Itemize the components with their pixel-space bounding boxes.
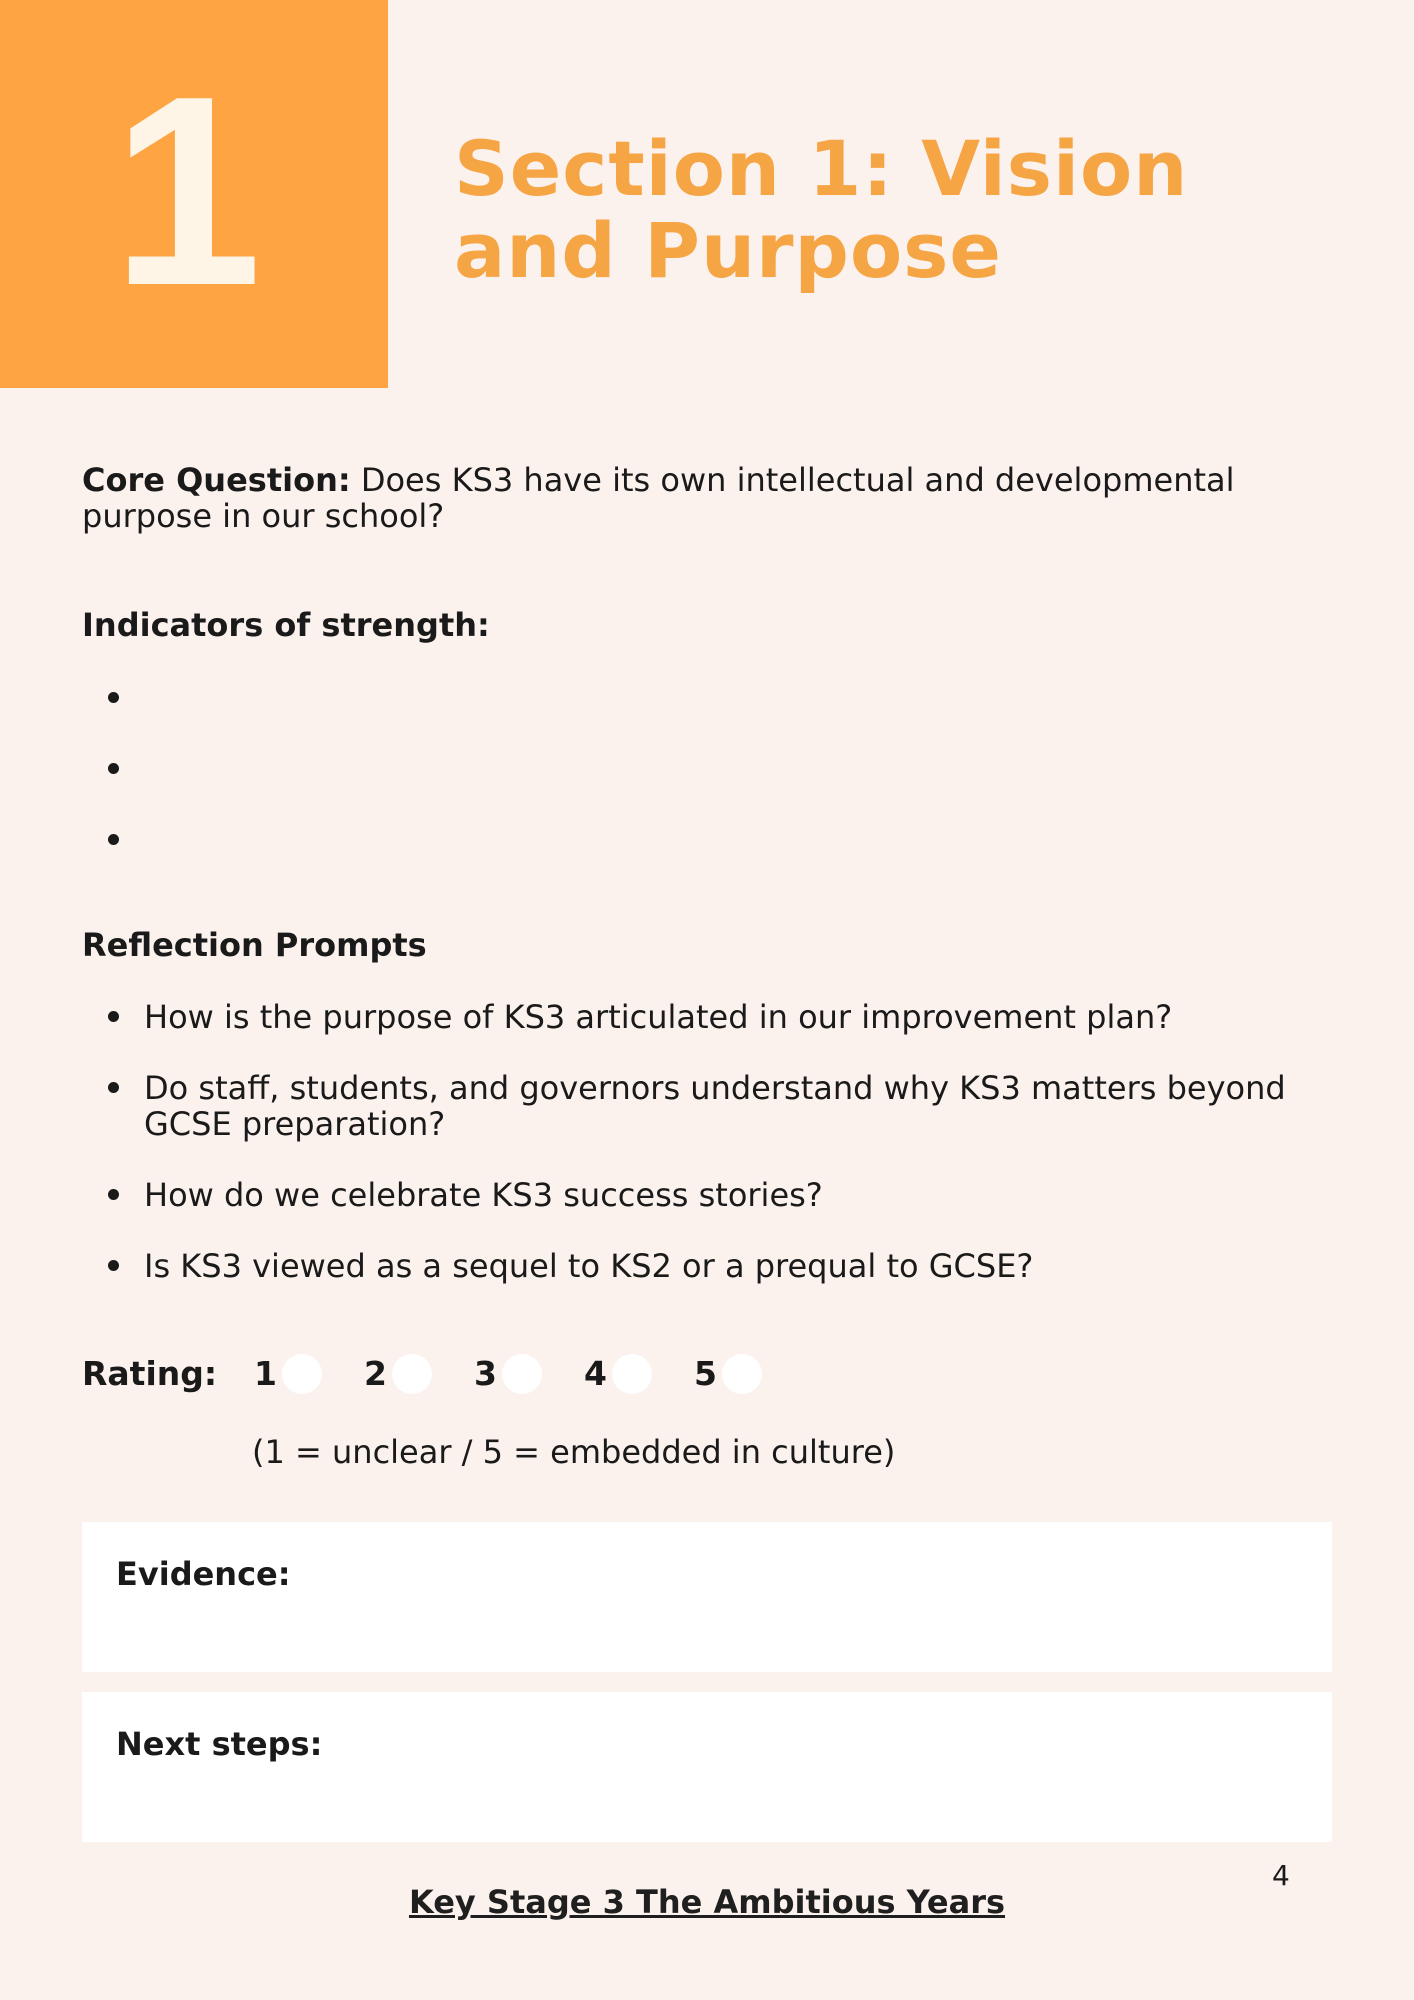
rating-radio-4[interactable]	[612, 1354, 652, 1394]
reflection-list	[108, 999, 1364, 1319]
rating-scale-note: (1 = unclear / 5 = embedded in culture)	[252, 1433, 896, 1471]
section-number: 1	[111, 41, 263, 342]
core-question	[82, 462, 1332, 534]
reflection-text: Is KS3 viewed as a sequel to KS2 or a prequal to GCSE?	[144, 1247, 1034, 1285]
bullet-icon	[108, 834, 119, 845]
reflection-item	[108, 999, 1364, 1035]
indicator-item[interactable]	[108, 822, 144, 858]
bullet-icon	[108, 763, 119, 774]
section-number-block	[0, 0, 388, 388]
bullet-icon	[108, 1260, 119, 1271]
core-question-text: Does KS3 have its own intellectual and developmental purpose in our school?	[82, 461, 1235, 535]
rating-option-label: 3	[474, 1354, 497, 1393]
bullet-icon	[108, 1189, 119, 1200]
next-steps-field[interactable]	[82, 1692, 1332, 1842]
bullet-icon	[108, 1011, 119, 1022]
rating-radio-3[interactable]	[502, 1354, 542, 1394]
reflection-item	[108, 1070, 1364, 1142]
page-number: 4	[1272, 1859, 1290, 1892]
bullet-icon	[108, 692, 119, 703]
rating-radio-5[interactable]	[722, 1354, 762, 1394]
reflection-text: How is the purpose of KS3 articulated in our improvement plan?	[144, 998, 1173, 1036]
reflection-text: Do staff, students, and governors understand why KS3 matters beyond GCSE preparation?	[144, 1069, 1286, 1143]
indicator-item[interactable]	[108, 751, 144, 787]
rating-radio-1[interactable]	[282, 1354, 322, 1394]
next-steps-label: Next steps:	[116, 1725, 323, 1763]
footer-title-link[interactable]: Key Stage 3 The Ambitious Years	[408, 1883, 1006, 1921]
section-title: Section 1: Vision and Purpose	[454, 124, 1189, 295]
rating-option-label: 5	[694, 1354, 717, 1393]
bullet-icon	[108, 1082, 119, 1093]
reflection-text: How do we celebrate KS3 success stories?	[144, 1176, 823, 1214]
indicators-list	[108, 680, 144, 893]
evidence-label: Evidence:	[116, 1555, 291, 1593]
rating-option-label: 2	[364, 1354, 387, 1393]
reflection-item	[108, 1177, 1364, 1213]
evidence-field[interactable]	[82, 1522, 1332, 1672]
rating-option-label: 1	[254, 1354, 277, 1393]
rating-radio-2[interactable]	[392, 1354, 432, 1394]
reflection-item	[108, 1248, 1364, 1284]
core-question-label: Core Question:	[82, 461, 351, 499]
indicator-item[interactable]	[108, 680, 144, 716]
rating-option-label: 4	[584, 1354, 607, 1393]
indicators-heading: Indicators of strength:	[82, 606, 490, 644]
reflection-heading: Reflection Prompts	[82, 926, 427, 964]
rating-label: Rating:	[82, 1354, 218, 1393]
